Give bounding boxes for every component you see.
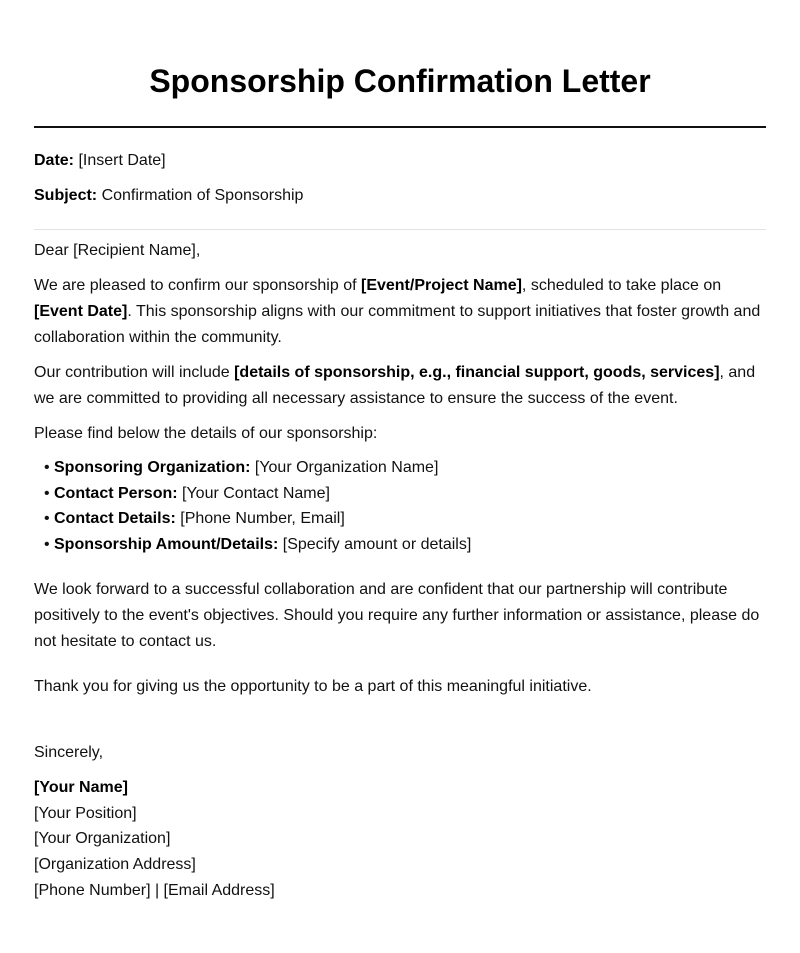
detail-label: Contact Details: xyxy=(54,510,176,528)
date-value: [Insert Date] xyxy=(74,152,166,169)
signature-block xyxy=(34,775,766,904)
salutation: Dear [Recipient Name], xyxy=(34,242,201,259)
bullet: • xyxy=(44,536,50,554)
signature-address: [Organization Address] xyxy=(34,855,196,873)
list-item xyxy=(44,481,766,507)
closing: Sincerely, xyxy=(34,743,104,761)
bullet: • xyxy=(44,510,50,528)
detail-label: Contact Person: xyxy=(54,484,178,502)
list-item xyxy=(44,455,766,481)
signature-organization: [Your Organization] xyxy=(34,830,171,848)
page-title: Sponsorship Confirmation Letter xyxy=(149,63,651,99)
paragraph-outlook: We look forward to a successful collaboration and are confident that our partnership will contribute positively to the event's objectives. Should you require any further information or assistance, please do not hesitate to contact us. xyxy=(34,580,760,650)
subject-value: Confirmation of Sponsorship xyxy=(97,187,304,204)
title-divider xyxy=(34,126,766,128)
detail-label: Sponsorship Amount/Details: xyxy=(54,536,279,554)
subject-line xyxy=(34,186,766,206)
paragraph-thanks: Thank you for giving us the opportunity to be a part of this meaningful initiative. xyxy=(34,677,592,695)
list-item xyxy=(44,506,766,532)
paragraph-text: , and we are committed to providing all necessary assistance to ensure the success of the event. xyxy=(34,364,756,407)
paragraph-text: , scheduled to take place on xyxy=(521,277,722,294)
detail-value: [Specify amount or details] xyxy=(278,536,472,554)
paragraph-text: We are pleased to confirm our sponsorship of xyxy=(34,277,361,294)
event-date-placeholder: [Event Date] xyxy=(34,303,128,320)
meta-divider xyxy=(34,229,766,230)
date-label: Date: xyxy=(34,152,75,169)
signature-contact: [Phone Number] | [Email Address] xyxy=(34,881,275,899)
detail-label: Sponsoring Organization: xyxy=(54,459,251,476)
detail-value: [Phone Number, Email] xyxy=(175,510,345,528)
subject-label: Subject: xyxy=(34,187,98,204)
letter-meta xyxy=(34,151,766,206)
sponsorship-details-list xyxy=(34,455,766,558)
paragraph-contribution xyxy=(34,360,766,412)
bullet: • xyxy=(44,459,50,476)
paragraph-text: Our contribution will include xyxy=(34,364,235,381)
event-name-placeholder: [Event/Project Name] xyxy=(360,277,522,294)
date-line xyxy=(34,151,766,171)
signature-position: [Your Position] xyxy=(34,804,137,822)
paragraph-confirmation xyxy=(34,273,766,351)
detail-value: [Your Contact Name] xyxy=(177,484,330,502)
paragraph-details-intro: Please find below the details of our sponsorship: xyxy=(34,425,378,442)
bullet: • xyxy=(44,484,50,502)
signature-name: [Your Name] xyxy=(34,778,128,796)
sponsorship-details-placeholder: [details of sponsorship, e.g., financial support, goods, services] xyxy=(234,364,720,381)
list-item xyxy=(44,532,766,558)
detail-value: [Your Organization Name] xyxy=(250,459,439,476)
paragraph-text: . This sponsorship aligns with our commitment to support initiatives that foster growth and collaboration within the community. xyxy=(34,303,761,346)
